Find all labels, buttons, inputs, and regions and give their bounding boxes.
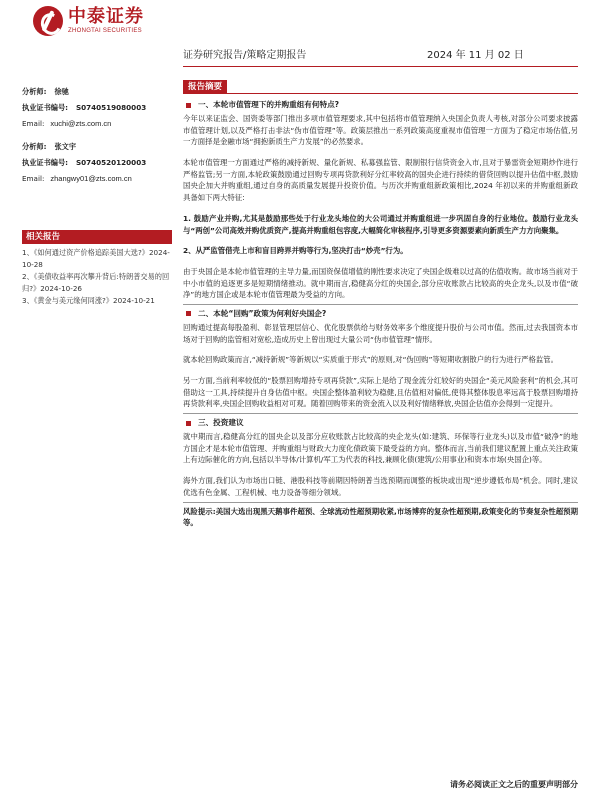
section-paragraph: 2、从严监管借壳上市和盲目跨界并购等行为,坚决打击“炒壳”行为。: [183, 246, 408, 256]
summary-section: [183, 414, 578, 502]
analyst-panel: [22, 84, 172, 194]
section-paragraph: 本轮市值管理一方面通过严格的减持新规、量化新规、私募强监管、限制银行信贷资金入市,且对于暴雷资金短期炒作进行严格监管;另一方面,本轮政策鼓励通过回购专项再贷款利好分红率较高的国央企进行持续的借贷回购以提升估值中枢,鼓励国央企加大并购重组,通过自身的高质量发展提升投资价值。与历次并购重组新政策相比,2024 年初以来的并购重组新政具备如下两大特征:: [183, 158, 578, 203]
section-title: 一、本轮市值管理下的并购重组有何特点?: [183, 98, 578, 112]
related-report-link[interactable]: 3、《黄金与美元缘何同涨?》2024-10-21: [22, 296, 155, 305]
related-reports-list: [22, 247, 174, 307]
analyst-name: 张文宇: [54, 142, 77, 152]
analyst-email[interactable]: xuchi@zts.com.cn: [50, 119, 112, 129]
section-paragraph: 回购通过提高每股盈利、彰显管理层信心、优化股票供给与财务效率多个维度提升股价与公司市值。然而,过去我国资本市场对于回购的监管相对宽松,造成历史上曾出现过大量公司“伪市值管理”情形。: [183, 322, 578, 344]
section-paragraph: 1. 鼓励产业并购,尤其是鼓励那些处于行业龙头地位的大公司通过并购重组进一步巩固自身的行业地位。鼓励行业龙头与“两创”公司高效并购优质资产,提高并购重组包容度,大幅简化审核程序,引导更多资源要素向新质生产力方向聚集。: [183, 213, 578, 235]
cert-number: S0740519080003: [76, 103, 147, 113]
section-title: 二、本轮“回购”政策为何利好央国企?: [183, 307, 578, 321]
zhongtai-logo-icon: [33, 6, 63, 36]
report-date: 2024 年 11 月 02 日: [427, 50, 524, 61]
analyst-block: [22, 84, 172, 132]
section-paragraph: 就中期而言,稳健高分红的国央企以及部分应收账款占比较高的央企龙头(如:建筑、环保等行业龙头)以及市值“破净”的地方国企才是本轮市值管理、并购重组与财政大力度化债政策下最受益的方向。整体而言,当前我们建议配置上重点关注政策上有边际催化的方向,包括以半导体/计算机/军工为代表的科技,兼顾化债(建筑/公用事业)和资本市场(央国企)等。: [183, 432, 578, 465]
risk-section: [183, 503, 578, 532]
summary-section: [183, 96, 578, 305]
related-report-link[interactable]: 2、《美债收益率再次攀升背后:特朗普交易的回归?》2024-10-26: [22, 272, 170, 293]
summary-tab: [183, 80, 578, 94]
cert-label: 执业证书编号:: [22, 103, 68, 113]
section-paragraph: 由于央国企是本轮市值管理的主导力量,而国资保值增值的刚性要求决定了央国企级难以过高的估值收购。故市场当前对于中小市值的追逐更多是短期情绪推动。就中期而言,稳健高分红的央国企,部分应收账款占比较高的央企龙头,以及市值“破净”的地方国企或是本轮市值管理最为受益的方向。: [183, 266, 578, 300]
header-divider: [183, 66, 578, 67]
section-paragraph: 今年以来证监会、国资委等部门推出多项市值管理要求,其中包括将市值管理纳入央国企负责人考核,对部分公司要求披露市值管理计划,以及严格打击非法“伪市值管理”等。政策层推出一系列政策高度重视市值管理一方面为了稳定市场估值,另一方面择是金融市场“拥抱新质生产力发展”的必然要求。: [183, 114, 578, 147]
section-paragraph: 海外方面,我们认为市场出口链、港股科技等前期因特朗普当选预期而调整的板块或出现“逆步遵低布局”机会。同时,建议优选有色金属、工程机械、电力设备等细分领域。: [183, 476, 578, 497]
bullet-square-icon: [186, 311, 191, 316]
cert-label: 执业证书编号:: [22, 158, 68, 168]
analyst-email[interactable]: zhangwy01@zts.com.cn: [50, 174, 132, 184]
email-label: Email:: [22, 174, 45, 184]
related-reports-header: 相关报告: [22, 230, 172, 244]
bullet-square-icon: [186, 103, 191, 108]
related-report-link[interactable]: 1、《如何通过资产价格追踪美国大选?》2024-10-28: [22, 248, 170, 269]
footer-disclaimer: 请务必阅读正文之后的重要声明部分: [450, 780, 578, 790]
analyst-label: 分析师:: [22, 142, 47, 152]
analyst-block: [22, 139, 172, 187]
analyst-name: 徐驰: [54, 87, 69, 97]
risk-warning: 风险提示:美国大选出现黑天鹅事件超预、全球流动性超预期收紧,市场博弈的复杂性超预期,政策变化的节奏复杂性超预期等。: [183, 506, 578, 528]
brand-name-en: ZHONGTAI SECURITIES: [68, 28, 142, 34]
summary-tab-label: 报告摘要: [183, 80, 227, 94]
analyst-label: 分析师:: [22, 87, 47, 97]
summary-section: [183, 305, 578, 414]
report-type: 证券研究报告/策略定期报告: [183, 50, 307, 61]
cert-number: S0740520120003: [76, 158, 147, 168]
section-paragraph: 另一方面,当前利率较低的“股票回购增持专项再贷款”,实际上是给了现金流分红较好的央国企“美元风险套利”的机会,其可借助这一工具,持续提升自身估值中枢。央国企整体盈利较为稳健,且估值相对偏低,使得其整体股息率远高于股票回购增持再贷款利率,央国企回购收益相对可观。随着回购带来的资金流入以及利好情绪释放,央国企估值亦会得到一定提升。: [183, 376, 578, 409]
brand-name-cn: 中泰证券: [68, 6, 144, 27]
brand-logo: [33, 6, 144, 36]
section-title: 三、投资建议: [183, 416, 578, 430]
bullet-square-icon: [186, 421, 191, 426]
summary-body: [183, 96, 578, 532]
section-paragraph: 就本轮回购政策而言,“减持新规”等新规以“实质重于形式”的原则,对“伪回购”等短期收割散户的行为进行严格监管。: [183, 355, 559, 365]
email-label: Email:: [22, 119, 45, 129]
